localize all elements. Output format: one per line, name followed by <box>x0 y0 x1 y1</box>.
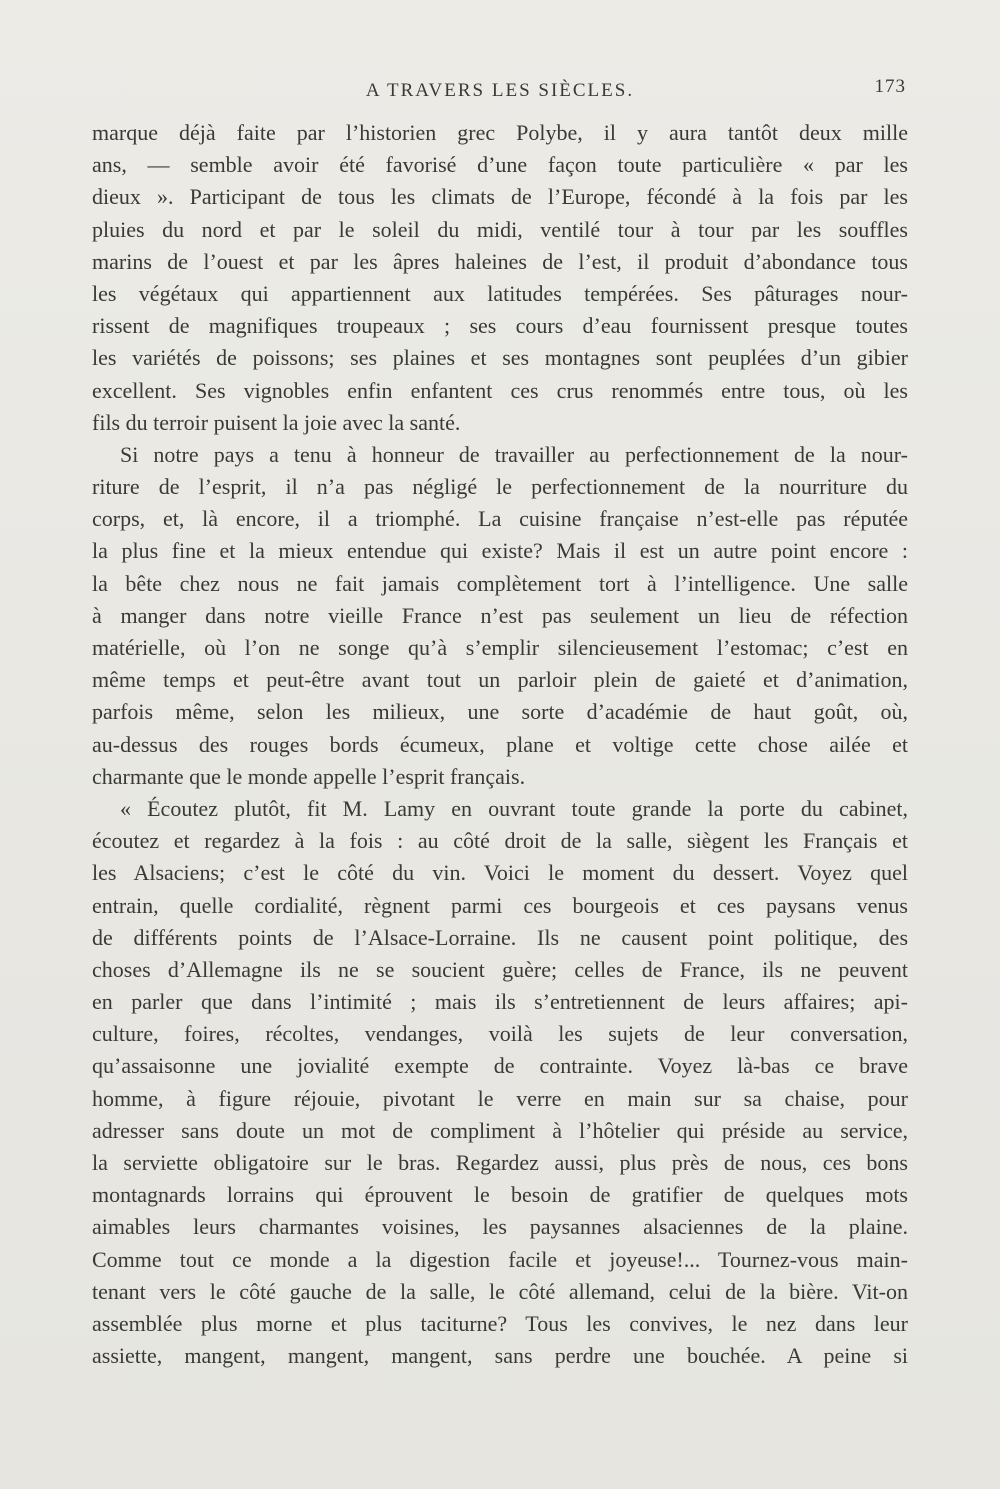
text-line: en parler que dans l’intimité ; mais ils s’entretiennent de leurs affaires; api- <box>92 989 908 1015</box>
text-line: les Alsaciens; c’est le côté du vin. Voici le moment du dessert. Voyez quel <box>92 860 908 886</box>
text-line: même temps et peut-être avant tout un parloir plein de gaieté et d’animation, <box>92 667 908 693</box>
text-line: parfois même, selon les milieux, une sorte d’académie de haut goût, où, <box>92 699 908 725</box>
text-line: les variétés de poissons; ses plaines et ses montagnes sont peuplées d’un gibier <box>92 345 908 371</box>
text-line: montagnards lorrains qui éprouvent le besoin de gratifier de quelques mots <box>92 1182 908 1208</box>
text-line: dieux ». Participant de tous les climats de l’Europe, fécondé à la fois par les <box>92 184 908 210</box>
text-line: entrain, quelle cordialité, règnent parmi ces bourgeois et ces paysans venus <box>92 892 908 918</box>
text-line: riture de l’esprit, il n’a pas négligé le perfectionnement de la nourriture du <box>92 474 908 500</box>
text-line: homme, à figure réjouie, pivotant le verre en main sur sa chaise, pour <box>92 1085 908 1111</box>
running-head <box>92 76 908 106</box>
text-line: Si notre pays a tenu à honneur de travailler au perfectionnement de la nour- <box>120 441 908 467</box>
text-line: matérielle, où l’on ne songe qu’à s’emplir silencieusement l’estomac; c’est en <box>92 635 908 660</box>
text-line: marins de l’ouest et par les âpres haleines de l’est, il produit d’abondance tous <box>92 248 908 274</box>
page-number: 173 <box>874 76 906 97</box>
text-line: rissent de magnifiques troupeaux ; ses cours d’eau fournissent presque toutes <box>92 313 908 339</box>
text-line: Comme tout ce monde a la digestion facile et joyeuse!... Tournez-vous main- <box>92 1246 908 1272</box>
text-line: marque déjà faite par l’historien grec Polybe, il y aura tantôt deux mille <box>92 120 908 145</box>
text-line: choses d’Allemagne ils ne se soucient guère; celles de France, ils ne peuvent <box>92 956 908 982</box>
text-line: assiette, mangent, mangent, mangent, sans perdre une bouchée. A peine si <box>92 1343 908 1369</box>
text-line: la plus fine et la mieux entendue qui existe? Mais il est un autre point encore : <box>92 538 908 564</box>
text-line: charmante que le monde appelle l’esprit français. <box>92 763 526 789</box>
text-line: ans, — semble avoir été favorisé d’une façon toute particulière « par les <box>92 152 908 178</box>
running-title: A TRAVERS LES SIÈCLES. <box>365 80 635 101</box>
text-line: qu’assaisonne une jovialité exempte de contrainte. Voyez là-bas ce brave <box>92 1053 908 1079</box>
text-line: culture, foires, récoltes, vendanges, voilà les sujets de leur conversation, <box>92 1021 908 1047</box>
text-line: assemblée plus morne et plus taciturne? Tous les convives, le nez dans leur <box>92 1310 908 1336</box>
text-line: de différents points de l’Alsace-Lorraine. Ils ne causent point politique, des <box>92 924 908 950</box>
text-line: les végétaux qui appartiennent aux latitudes tempérées. Ses pâturages nour- <box>92 280 908 306</box>
text-line: tenant vers le côté gauche de la salle, le côté allemand, celui de la bière. Vit-on <box>92 1278 908 1304</box>
text-line: « Écoutez plutôt, fit M. Lamy en ouvrant toute grande la porte du cabinet, <box>120 795 908 821</box>
text-line: pluies du nord et par le soleil du midi, ventilé tour à tour par les souffles <box>92 216 908 242</box>
text-line: corps, et, là encore, il a triomphé. La cuisine française n’est-elle pas réputée <box>92 506 908 532</box>
text-line: adresser sans doute un mot de compliment à l’hôtelier qui préside au service, <box>92 1117 908 1143</box>
text-line: écoutez et regardez à la fois : au côté droit de la salle, siègent les Français et <box>92 828 908 854</box>
text-line: fils du terroir puisent la joie avec la santé. <box>92 409 461 435</box>
text-line: la serviette obligatoire sur le bras. Regardez aussi, plus près de nous, ces bons <box>92 1150 908 1175</box>
text-line: la bête chez nous ne fait jamais complètement tort à l’intelligence. Une salle <box>92 570 908 596</box>
text-line: excellent. Ses vignobles enfin enfantent ces crus renommés entre tous, où les <box>92 377 908 403</box>
text-line: aimables leurs charmantes voisines, les paysannes alsaciennes de la plaine. <box>92 1214 908 1240</box>
body-text <box>92 117 908 1372</box>
text-line: à manger dans notre vieille France n’est pas seulement un lieu de réfection <box>92 602 908 628</box>
text-line: au-dessus des rouges bords écumeux, plane et voltige cette chose ailée et <box>92 731 908 757</box>
